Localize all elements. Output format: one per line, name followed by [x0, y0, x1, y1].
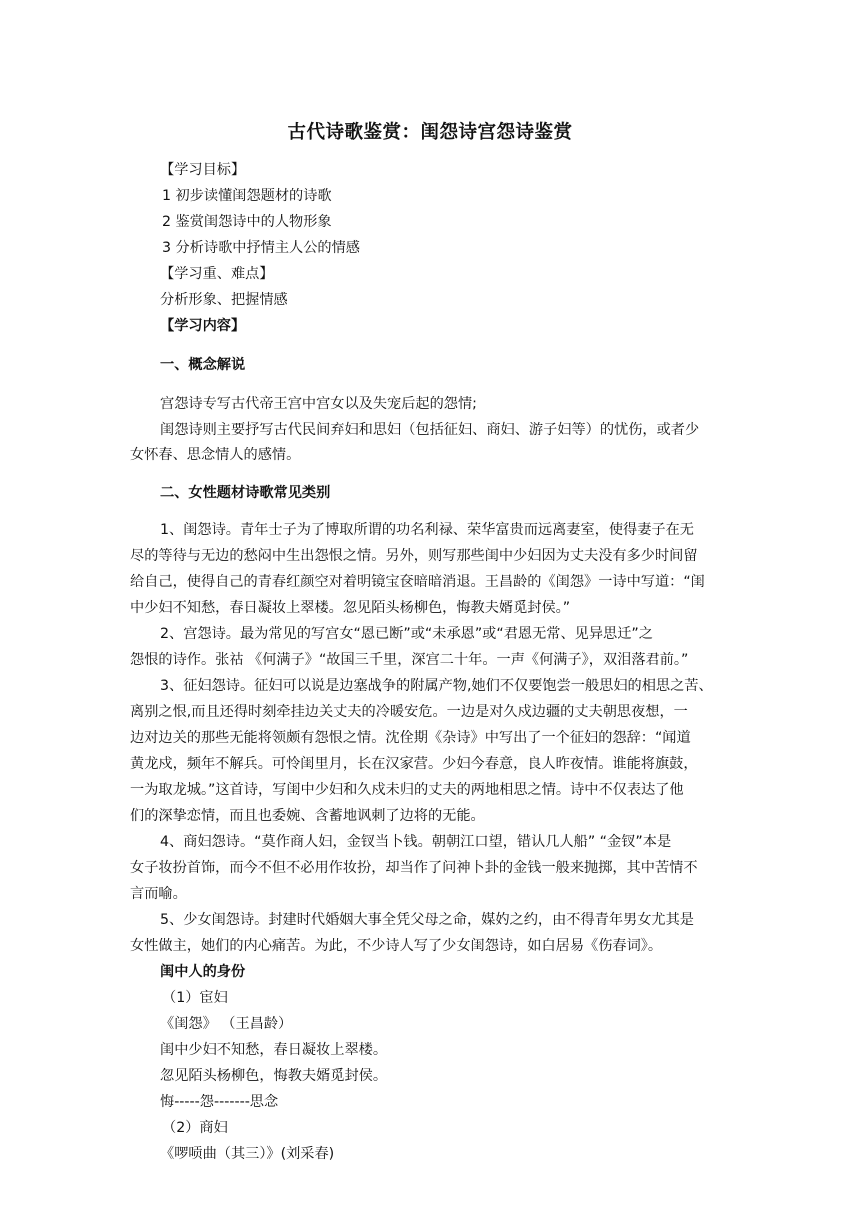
- identity-sub-1: （1）宦妇: [162, 990, 228, 1006]
- objectives-heading: 【学习目标】: [160, 162, 246, 178]
- key-points-text: 分析形象、把握情感: [160, 292, 288, 308]
- category-3-line3: 边对边关的那些无能将领颇有怨恨之情。沈佺期《杂诗》中写出了一个征妇的怨辞：“闻道: [130, 730, 691, 746]
- section1-paragraph-2-line1: 闺怨诗则主要抒写古代民间弃妇和思妇（包括征妇、商妇、游子妇等）的忧伤，或者少: [160, 422, 700, 438]
- objective-item-3: 3 分析诗歌中抒情主人公的情感: [162, 240, 360, 256]
- category-1-line2: 尽的等待与无边的愁闷中生出怨恨之情。另外，则写那些闺中少妇因为丈夫没有多少时间留: [130, 548, 698, 564]
- section1-heading: 一、概念解说: [160, 357, 246, 373]
- category-3-line2: 离别之恨,而且还得时刻牵挂边关丈夫的冷暖安危。一边是对久戍边疆的丈夫朝思夜想，一: [130, 704, 688, 720]
- category-1-line4: 中少妇不知愁，春日凝妆上翠楼。忽见陌头杨柳色，悔教夫婿觅封侯。”: [130, 600, 571, 616]
- poem-2-title: 《啰唝曲（其三）》(刘采春): [160, 1146, 335, 1162]
- poem-1-title: 《闺怨》 （王昌龄）: [160, 1016, 293, 1032]
- section1-paragraph-2-line2: 女怀春、思念情人的感情。: [130, 447, 301, 463]
- category-2-line2: 怨恨的诗作。张祜 《何满子》“故国三千里，深宫二十年。一声《何满子》，双泪落君前。”: [130, 652, 689, 668]
- category-4-line3: 言而喻。: [130, 886, 187, 902]
- section2-heading: 二、女性题材诗歌常见类别: [160, 485, 331, 501]
- category-2-line1: 2、宫怨诗。最为常见的写宫女“恩已断”或“未承恩”或“君恩无常、见异思迁”之: [160, 626, 653, 642]
- category-3-line6: 们的深挚恋情，而且也委婉、含蓄地讽刺了边将的无能。: [130, 808, 485, 824]
- key-points-heading: 【学习重、难点】: [160, 266, 274, 282]
- identity-sub-2: （2）商妇: [162, 1120, 228, 1136]
- category-5-line1: 5、少女闺怨诗。封建时代婚姻大事全凭父母之命，媒妁之约，由不得青年男女尤其是: [160, 912, 694, 928]
- category-3-line1: 3、征妇怨诗。征妇可以说是边塞战争的附属产物,她们不仅要饱尝一般思妇的相思之苦、: [160, 678, 713, 694]
- section1-paragraph-1: 宫怨诗专写古代帝王宫中宫女以及失宠后起的怨情;: [160, 396, 477, 412]
- category-4-line2: 女子妆扮首饰，而今不但不必用作妆扮，却当作了问神卜卦的金钱一般来抛掷，其中苦情不: [130, 860, 698, 876]
- category-5-line2: 女性做主，她们的内心痛苦。为此，不少诗人写了少女闺怨诗，如白居易《伤春词》。: [130, 938, 663, 954]
- poem-1-note: 悔-----怨-------思念: [160, 1094, 279, 1110]
- category-1-line1: 1、闺怨诗。青年士子为了博取所谓的功名利禄、荣华富贵而远离妻室，使得妻子在无: [160, 522, 694, 538]
- category-3-line4: 黄龙戍，频年不解兵。可怜闺里月，长在汉家营。少妇今春意，良人昨夜情。谁能将旗鼓，: [130, 756, 698, 772]
- document-title: 古代诗歌鉴赏：闺怨诗宫怨诗鉴赏: [287, 122, 573, 143]
- category-1-line3: 给自己，使得自己的青春红颜空对着明镜宝奁暗暗消退。王昌龄的《闺怨》一诗中写道：“闺: [130, 574, 705, 590]
- objective-item-2: 2 鉴赏闺怨诗中的人物形象: [162, 214, 332, 230]
- identity-heading: 闺中人的身份: [160, 964, 246, 980]
- content-heading: 【学习内容】: [160, 318, 246, 334]
- category-3-line5: 一为取龙城。”这首诗，写闺中少妇和久戍未归的丈夫的两地相思之情。诗中不仅表达了他: [130, 782, 684, 798]
- category-4-line1: 4、商妇怨诗。“莫作商人妇，金钗当卜钱。朝朝江口望，错认几人船” “金钗”本是: [160, 834, 672, 850]
- poem-1-line-2: 忽见陌头杨柳色，悔教夫婿觅封侯。: [160, 1068, 388, 1084]
- poem-1-line-1: 闺中少妇不知愁，春日凝妆上翠楼。: [160, 1042, 388, 1058]
- objective-item-1: 1 初步读懂闺怨题材的诗歌: [162, 188, 332, 204]
